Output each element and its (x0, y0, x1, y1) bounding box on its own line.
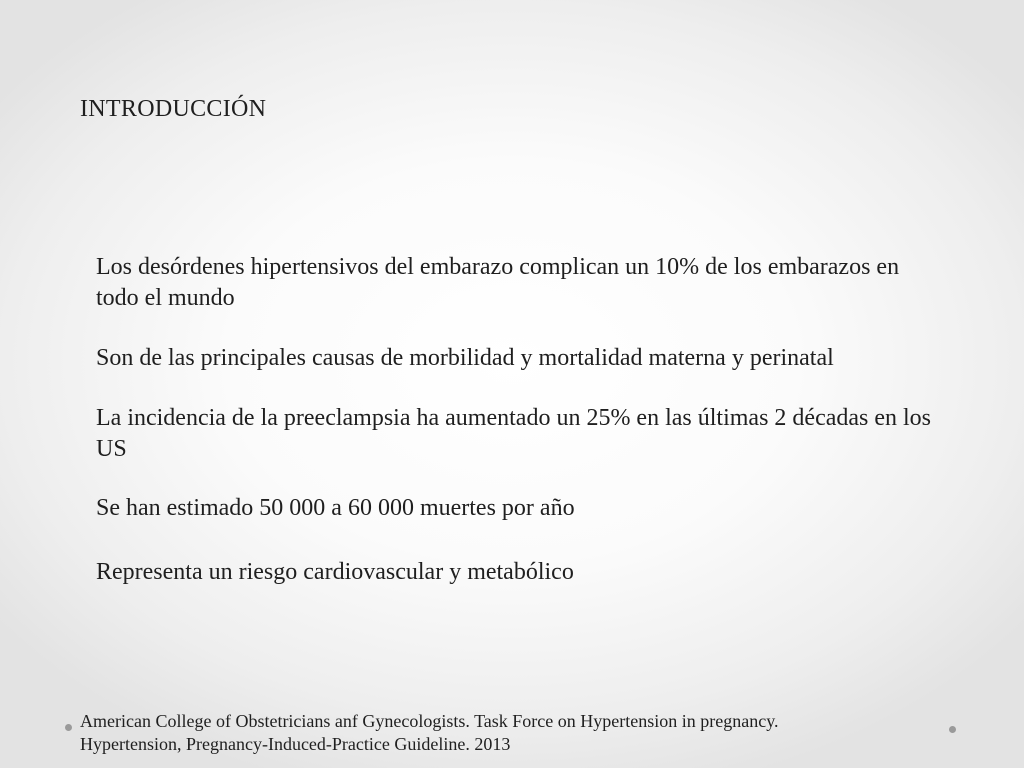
reference-citation (80, 710, 940, 756)
left-dot-icon (65, 724, 72, 731)
bullet-item: Representa un riesgo cardiovascular y metabólico (96, 559, 574, 585)
bullet-item: Se han estimado 50 000 a 60 000 muertes por año (96, 495, 575, 521)
bullet-item: Son de las principales causas de morbilidad y mortalidad materna y perinatal (96, 345, 834, 371)
slide-title: INTRODUCCIÓN (80, 96, 267, 122)
right-dot-icon (949, 726, 956, 733)
bullet-list (96, 252, 936, 617)
reference-line: Hypertension, Pregnancy-Induced-Practice Guideline. 2013 (80, 734, 511, 754)
bullet-item: Los desórdenes hipertensivos del embarazo complican un 10% de los embarazos en todo el mundo (96, 254, 900, 311)
reference-line: American College of Obstetricians anf Gynecologists. Task Force on Hypertension in pregnancy. (80, 711, 779, 731)
bullet-item: La incidencia de la preeclampsia ha aumentado un 25% en las últimas 2 décadas en los US (96, 405, 932, 462)
